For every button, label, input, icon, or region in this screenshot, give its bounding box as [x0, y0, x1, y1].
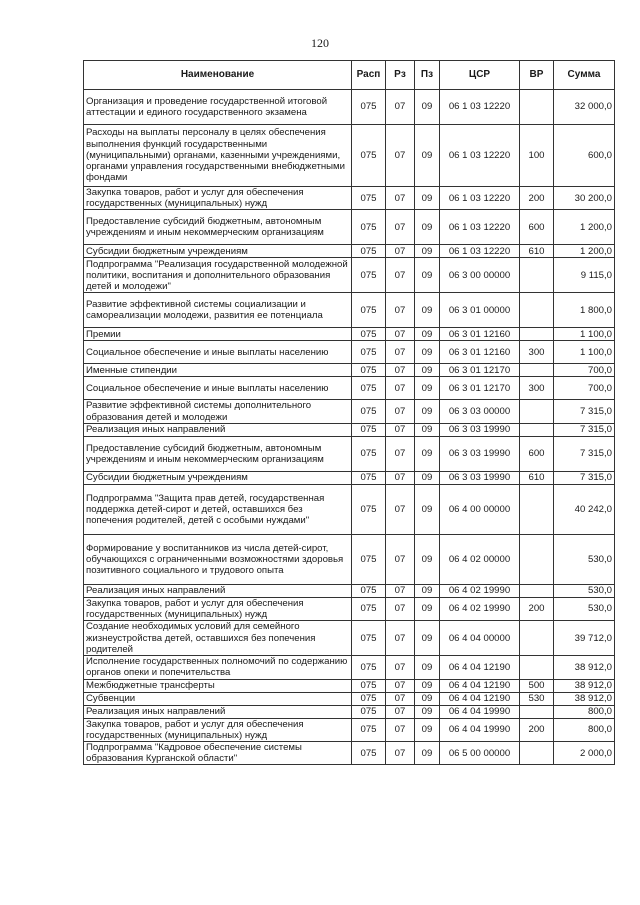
cell-csr: 06 3 01 12170: [440, 364, 520, 377]
cell-csr: 06 1 03 12220: [440, 245, 520, 258]
cell-csr: 06 1 03 12220: [440, 187, 520, 210]
table-row: [84, 90, 615, 125]
header-vr: ВР: [520, 61, 554, 90]
cell-rz: 07: [386, 210, 415, 245]
cell-sum: 7 315,0: [554, 423, 615, 436]
cell-pz: 09: [415, 436, 440, 471]
table-row: [84, 364, 615, 377]
cell-sum: 800,0: [554, 705, 615, 718]
table-row: [84, 705, 615, 718]
cell-name: Премии: [84, 328, 352, 341]
cell-sum: 7 315,0: [554, 471, 615, 484]
cell-csr: 06 1 03 12220: [440, 210, 520, 245]
cell-rz: 07: [386, 436, 415, 471]
cell-sum: 1 100,0: [554, 328, 615, 341]
table-row: [84, 584, 615, 597]
cell-sum: 7 315,0: [554, 436, 615, 471]
header-name: Наименование: [84, 61, 352, 90]
header-csr: ЦСР: [440, 61, 520, 90]
cell-csr: 06 3 00 00000: [440, 258, 520, 293]
cell-rasp: 075: [352, 621, 386, 656]
cell-vr: [520, 584, 554, 597]
cell-rz: 07: [386, 328, 415, 341]
cell-rasp: 075: [352, 423, 386, 436]
cell-csr: 06 4 04 19990: [440, 705, 520, 718]
cell-rasp: 075: [352, 742, 386, 765]
cell-name: Реализация иных направлений: [84, 584, 352, 597]
cell-sum: 2 000,0: [554, 742, 615, 765]
cell-pz: 09: [415, 656, 440, 679]
cell-pz: 09: [415, 484, 440, 534]
cell-rz: 07: [386, 692, 415, 705]
header-sum: Сумма: [554, 61, 615, 90]
cell-name: Закупка товаров, работ и услуг для обеспечения государственных (муниципальных) нужд: [84, 597, 352, 620]
cell-pz: 09: [415, 705, 440, 718]
cell-rz: 07: [386, 705, 415, 718]
cell-rasp: 075: [352, 584, 386, 597]
cell-sum: 32 000,0: [554, 90, 615, 125]
table-row: [84, 679, 615, 692]
cell-vr: [520, 400, 554, 423]
cell-vr: [520, 293, 554, 328]
cell-vr: 600: [520, 436, 554, 471]
cell-name: Закупка товаров, работ и услуг для обеспечения государственных (муниципальных) нужд: [84, 187, 352, 210]
cell-rasp: 075: [352, 125, 386, 187]
cell-rz: 07: [386, 377, 415, 400]
cell-pz: 09: [415, 328, 440, 341]
cell-name: Расходы на выплаты персоналу в целях обеспечения выполнения функций государственными (муниципальными) органами, казенными учреждениями, органами управления государственными внебюджетными фондами: [84, 125, 352, 187]
cell-rasp: 075: [352, 245, 386, 258]
cell-rasp: 075: [352, 471, 386, 484]
cell-rz: 07: [386, 245, 415, 258]
cell-csr: 06 4 04 00000: [440, 621, 520, 656]
cell-vr: 200: [520, 597, 554, 620]
cell-vr: [520, 742, 554, 765]
cell-sum: 700,0: [554, 377, 615, 400]
cell-pz: 09: [415, 597, 440, 620]
cell-sum: 530,0: [554, 584, 615, 597]
cell-name: Организация и проведение государственной итоговой аттестации и единого государственного экзамена: [84, 90, 352, 125]
cell-pz: 09: [415, 210, 440, 245]
cell-csr: 06 3 01 12170: [440, 377, 520, 400]
cell-sum: 1 200,0: [554, 210, 615, 245]
cell-rasp: 075: [352, 484, 386, 534]
cell-pz: 09: [415, 364, 440, 377]
cell-sum: 30 200,0: [554, 187, 615, 210]
header-rasp: Расп: [352, 61, 386, 90]
cell-rz: 07: [386, 90, 415, 125]
table-row: [84, 742, 615, 765]
cell-pz: 09: [415, 679, 440, 692]
cell-sum: 1 800,0: [554, 293, 615, 328]
cell-csr: 06 3 03 19990: [440, 423, 520, 436]
cell-pz: 09: [415, 341, 440, 364]
cell-name: Исполнение государственных полномочий по содержанию органов опеки и попечительства: [84, 656, 352, 679]
header-pz: Пз: [415, 61, 440, 90]
cell-rasp: 075: [352, 293, 386, 328]
cell-vr: 200: [520, 187, 554, 210]
cell-vr: [520, 656, 554, 679]
cell-csr: 06 1 03 12220: [440, 90, 520, 125]
cell-name: Реализация иных направлений: [84, 423, 352, 436]
cell-rasp: 075: [352, 718, 386, 741]
table-header-row: [84, 61, 615, 90]
cell-rz: 07: [386, 258, 415, 293]
cell-rz: 07: [386, 341, 415, 364]
cell-pz: 09: [415, 293, 440, 328]
table-row: [84, 597, 615, 620]
cell-pz: 09: [415, 471, 440, 484]
table-row: [84, 341, 615, 364]
cell-vr: [520, 423, 554, 436]
cell-name: Подпрограмма "Защита прав детей, государственная поддержка детей-сирот и детей, оставшихся без попечения родителей, детей с особыми нуждами": [84, 484, 352, 534]
cell-rz: 07: [386, 656, 415, 679]
cell-pz: 09: [415, 621, 440, 656]
cell-sum: 7 315,0: [554, 400, 615, 423]
cell-sum: 600,0: [554, 125, 615, 187]
table-row: [84, 718, 615, 741]
cell-rasp: 075: [352, 210, 386, 245]
cell-csr: 06 4 04 12190: [440, 656, 520, 679]
cell-pz: 09: [415, 692, 440, 705]
cell-rasp: 075: [352, 705, 386, 718]
table-row: [84, 293, 615, 328]
cell-vr: 500: [520, 679, 554, 692]
cell-vr: [520, 90, 554, 125]
cell-pz: 09: [415, 245, 440, 258]
cell-pz: 09: [415, 187, 440, 210]
table-row: [84, 125, 615, 187]
cell-rz: 07: [386, 364, 415, 377]
cell-name: Социальное обеспечение и иные выплаты населению: [84, 341, 352, 364]
cell-csr: 06 4 02 19990: [440, 597, 520, 620]
cell-sum: 39 712,0: [554, 621, 615, 656]
cell-name: Именные стипендии: [84, 364, 352, 377]
table-row: [84, 621, 615, 656]
cell-csr: 06 3 03 00000: [440, 400, 520, 423]
cell-rz: 07: [386, 679, 415, 692]
cell-vr: 530: [520, 692, 554, 705]
cell-rasp: 075: [352, 597, 386, 620]
cell-sum: 38 912,0: [554, 656, 615, 679]
table-row: [84, 400, 615, 423]
table-row: [84, 245, 615, 258]
cell-rasp: 075: [352, 400, 386, 423]
cell-rasp: 075: [352, 534, 386, 584]
cell-name: Формирование у воспитанников из числа детей-сирот, обучающихся с ограниченными возможностями здоровья позитивного социального и трудового опыта: [84, 534, 352, 584]
cell-sum: 800,0: [554, 718, 615, 741]
cell-vr: 300: [520, 377, 554, 400]
cell-rasp: 075: [352, 656, 386, 679]
cell-sum: 9 115,0: [554, 258, 615, 293]
cell-rz: 07: [386, 621, 415, 656]
cell-vr: 200: [520, 718, 554, 741]
cell-name: Реализация иных направлений: [84, 705, 352, 718]
cell-sum: 700,0: [554, 364, 615, 377]
cell-vr: [520, 328, 554, 341]
cell-rasp: 075: [352, 341, 386, 364]
cell-csr: 06 4 04 19990: [440, 718, 520, 741]
table-row: [84, 436, 615, 471]
cell-vr: [520, 621, 554, 656]
cell-rz: 07: [386, 484, 415, 534]
page-number: 120: [311, 36, 329, 50]
cell-rz: 07: [386, 534, 415, 584]
cell-csr: 06 3 01 12160: [440, 328, 520, 341]
table-row: [84, 656, 615, 679]
table-row: [84, 692, 615, 705]
cell-name: Субвенции: [84, 692, 352, 705]
cell-vr: [520, 364, 554, 377]
cell-pz: 09: [415, 534, 440, 584]
cell-rasp: 075: [352, 679, 386, 692]
cell-pz: 09: [415, 718, 440, 741]
cell-vr: 100: [520, 125, 554, 187]
cell-csr: 06 4 02 19990: [440, 584, 520, 597]
cell-vr: [520, 258, 554, 293]
cell-name: Подпрограмма "Кадровое обеспечение системы образования Курганской области": [84, 742, 352, 765]
cell-name: Межбюджетные трансферты: [84, 679, 352, 692]
cell-rasp: 075: [352, 328, 386, 341]
cell-name: Предоставление субсидий бюджетным, автономным учреждениям и иным некоммерческим организациям: [84, 210, 352, 245]
cell-vr: [520, 534, 554, 584]
table-row: [84, 328, 615, 341]
budget-table: [83, 60, 615, 765]
table-row: [84, 534, 615, 584]
header-rz: Рз: [386, 61, 415, 90]
cell-pz: 09: [415, 423, 440, 436]
table-row: [84, 377, 615, 400]
cell-vr: 600: [520, 210, 554, 245]
cell-rz: 07: [386, 187, 415, 210]
cell-pz: 09: [415, 400, 440, 423]
cell-name: Создание необходимых условий для семейного жизнеустройства детей, оставшихся без попечения родителей: [84, 621, 352, 656]
cell-rasp: 075: [352, 692, 386, 705]
cell-sum: 38 912,0: [554, 679, 615, 692]
cell-rz: 07: [386, 423, 415, 436]
cell-sum: 38 912,0: [554, 692, 615, 705]
table-row: [84, 423, 615, 436]
cell-rz: 07: [386, 718, 415, 741]
cell-vr: 610: [520, 471, 554, 484]
cell-pz: 09: [415, 377, 440, 400]
cell-csr: 06 4 04 12190: [440, 679, 520, 692]
cell-csr: 06 4 02 00000: [440, 534, 520, 584]
cell-rasp: 075: [352, 436, 386, 471]
cell-rasp: 075: [352, 258, 386, 293]
table-row: [84, 484, 615, 534]
cell-rz: 07: [386, 742, 415, 765]
cell-rz: 07: [386, 400, 415, 423]
cell-csr: 06 4 04 12190: [440, 692, 520, 705]
table-row: [84, 258, 615, 293]
table-row: [84, 210, 615, 245]
cell-vr: 610: [520, 245, 554, 258]
cell-pz: 09: [415, 742, 440, 765]
table-row: [84, 187, 615, 210]
cell-name: Развитие эффективной системы социализации и самореализации молодежи, развития ее потенциала: [84, 293, 352, 328]
cell-pz: 09: [415, 125, 440, 187]
table-body: [84, 90, 615, 765]
cell-csr: 06 3 03 19990: [440, 471, 520, 484]
cell-csr: 06 3 01 00000: [440, 293, 520, 328]
cell-sum: 1 200,0: [554, 245, 615, 258]
cell-pz: 09: [415, 258, 440, 293]
cell-rasp: 075: [352, 377, 386, 400]
cell-rasp: 075: [352, 90, 386, 125]
cell-name: Развитие эффективной системы дополнительного образования детей и молодежи: [84, 400, 352, 423]
cell-name: Закупка товаров, работ и услуг для обеспечения государственных (муниципальных) нужд: [84, 718, 352, 741]
cell-vr: [520, 484, 554, 534]
cell-sum: 40 242,0: [554, 484, 615, 534]
cell-rasp: 075: [352, 187, 386, 210]
cell-csr: 06 5 00 00000: [440, 742, 520, 765]
cell-sum: 530,0: [554, 597, 615, 620]
cell-sum: 1 100,0: [554, 341, 615, 364]
cell-csr: 06 3 01 12160: [440, 341, 520, 364]
cell-vr: [520, 705, 554, 718]
cell-pz: 09: [415, 90, 440, 125]
cell-name: Социальное обеспечение и иные выплаты населению: [84, 377, 352, 400]
cell-csr: 06 3 03 19990: [440, 436, 520, 471]
cell-rz: 07: [386, 293, 415, 328]
cell-rz: 07: [386, 471, 415, 484]
cell-name: Субсидии бюджетным учреждениям: [84, 245, 352, 258]
cell-pz: 09: [415, 584, 440, 597]
cell-rz: 07: [386, 125, 415, 187]
cell-rz: 07: [386, 584, 415, 597]
cell-csr: 06 1 03 12220: [440, 125, 520, 187]
table-row: [84, 471, 615, 484]
cell-vr: 300: [520, 341, 554, 364]
cell-name: Субсидии бюджетным учреждениям: [84, 471, 352, 484]
cell-csr: 06 4 00 00000: [440, 484, 520, 534]
cell-sum: 530,0: [554, 534, 615, 584]
cell-name: Подпрограмма "Реализация государственной молодежной политики, воспитания и дополнительного образования детей и молодежи": [84, 258, 352, 293]
cell-name: Предоставление субсидий бюджетным, автономным учреждениям и иным некоммерческим организациям: [84, 436, 352, 471]
cell-rasp: 075: [352, 364, 386, 377]
cell-rz: 07: [386, 597, 415, 620]
